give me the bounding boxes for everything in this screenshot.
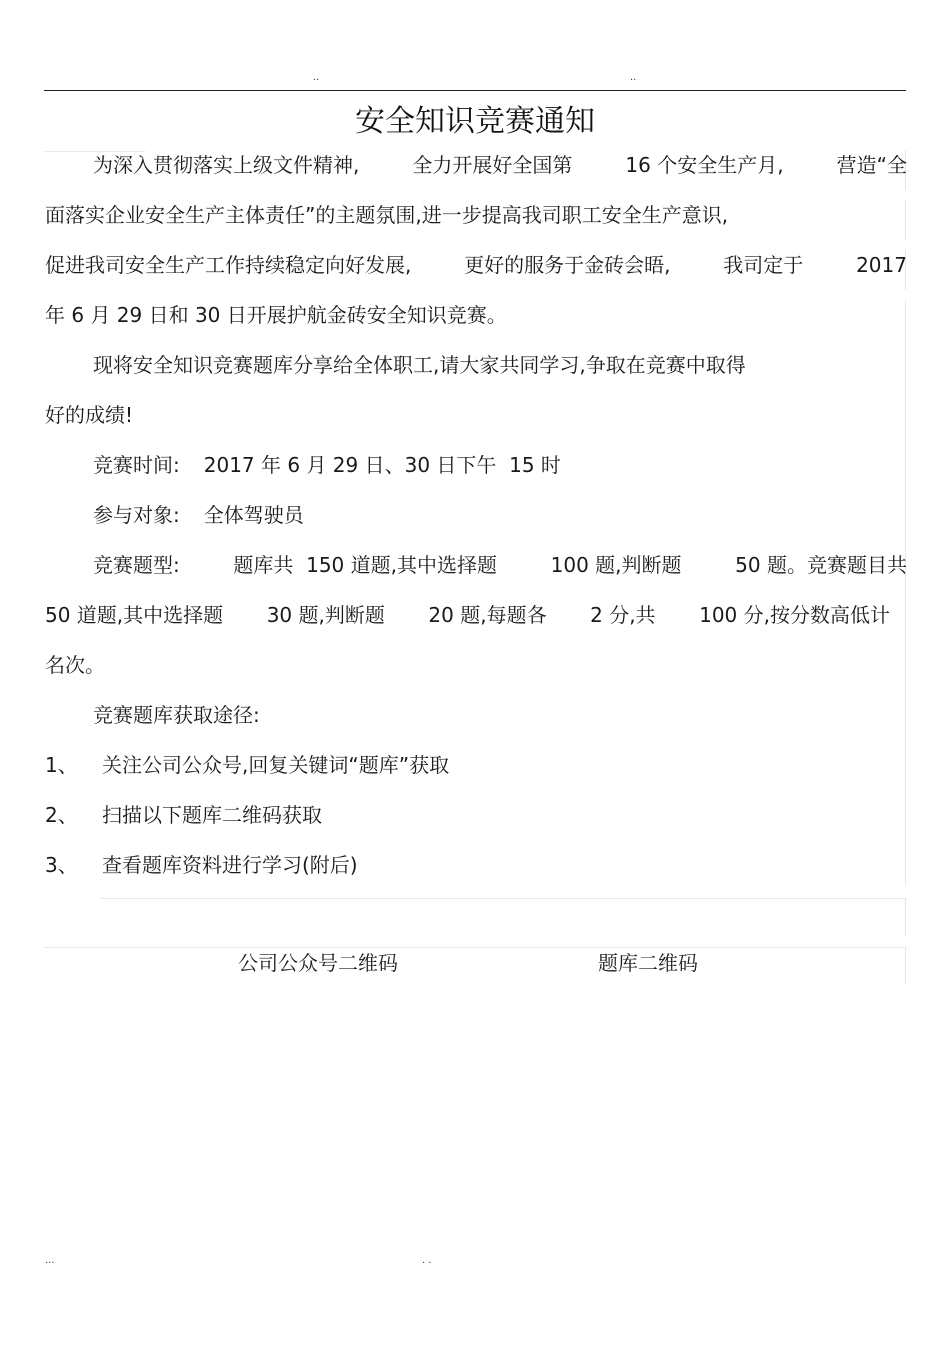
list-item <box>45 850 907 880</box>
border-line <box>905 898 906 936</box>
footer-mark-left: ... <box>45 1255 55 1266</box>
paragraph-line: 现将安全知识竞赛题库分享给全体职工,请大家共同学习,争取在竞赛中取得 <box>93 353 746 377</box>
audience-label: 参与对象: <box>93 503 180 527</box>
paragraph-line: 面落实企业安全生产主体责任”的主题氛围,进一步提高我司职工安全生产意识, <box>45 203 729 227</box>
header-mark-left: .. <box>313 72 320 83</box>
border-line <box>905 947 906 985</box>
list-item <box>45 750 907 780</box>
paragraph-line: 为深入贯彻落实上级文件精神, 全力开展好全国第 16 个安全生产月, 营造“全 <box>93 153 907 177</box>
audience-value: 全体驾驶员 <box>203 503 304 527</box>
competition-time-label: 竞赛时间: <box>93 453 180 477</box>
paragraph-line: 促进我司安全生产工作持续稳定向好发展, 更好的服务于金砖会晤, 我司定于 2017 <box>45 253 907 277</box>
list-text: 查看题库资料进行学习(附后) <box>102 853 358 877</box>
header-rule <box>44 90 906 91</box>
format-line: 名次。 <box>45 653 105 677</box>
format-line: 50 道题,其中选择题 30 题,判断题 20 题,每题各 2 分,共 100 分,按分数高低计 <box>45 603 890 627</box>
competition-time <box>93 450 907 480</box>
question-bank-qr-label: 题库二维码 <box>598 951 698 975</box>
company-qr-label: 公司公众号二维码 <box>238 951 398 975</box>
competition-time-value: 2017 年 6 月 29 日、30 日下午 15 时 <box>203 453 561 477</box>
page-title: 安全知识竞赛通知 <box>355 104 595 139</box>
audience <box>93 500 907 530</box>
paragraph-line: 好的成绩! <box>45 403 134 427</box>
list-text: 扫描以下题库二维码获取 <box>102 803 322 827</box>
list-number: 2、 <box>45 803 78 827</box>
footer-mark-right: . . <box>422 1255 432 1266</box>
list-item <box>45 800 907 830</box>
border-line <box>100 898 906 899</box>
paragraph-line: 年 6 月 29 日和 30 日开展护航金砖安全知识竞赛。 <box>45 303 507 327</box>
format-line: 竞赛题型: 题库共 150 道题,其中选择题 100 题,判断题 50 题。竞赛题目共 <box>93 553 907 577</box>
border-line <box>44 947 906 948</box>
list-number: 3、 <box>45 853 78 877</box>
border-line <box>905 300 906 885</box>
list-number: 1、 <box>45 753 78 777</box>
access-heading: 竞赛题库获取途径: <box>93 703 260 727</box>
header-mark-right: .. <box>630 72 637 83</box>
list-text: 关注公司公众号,回复关键词“题库”获取 <box>102 753 450 777</box>
